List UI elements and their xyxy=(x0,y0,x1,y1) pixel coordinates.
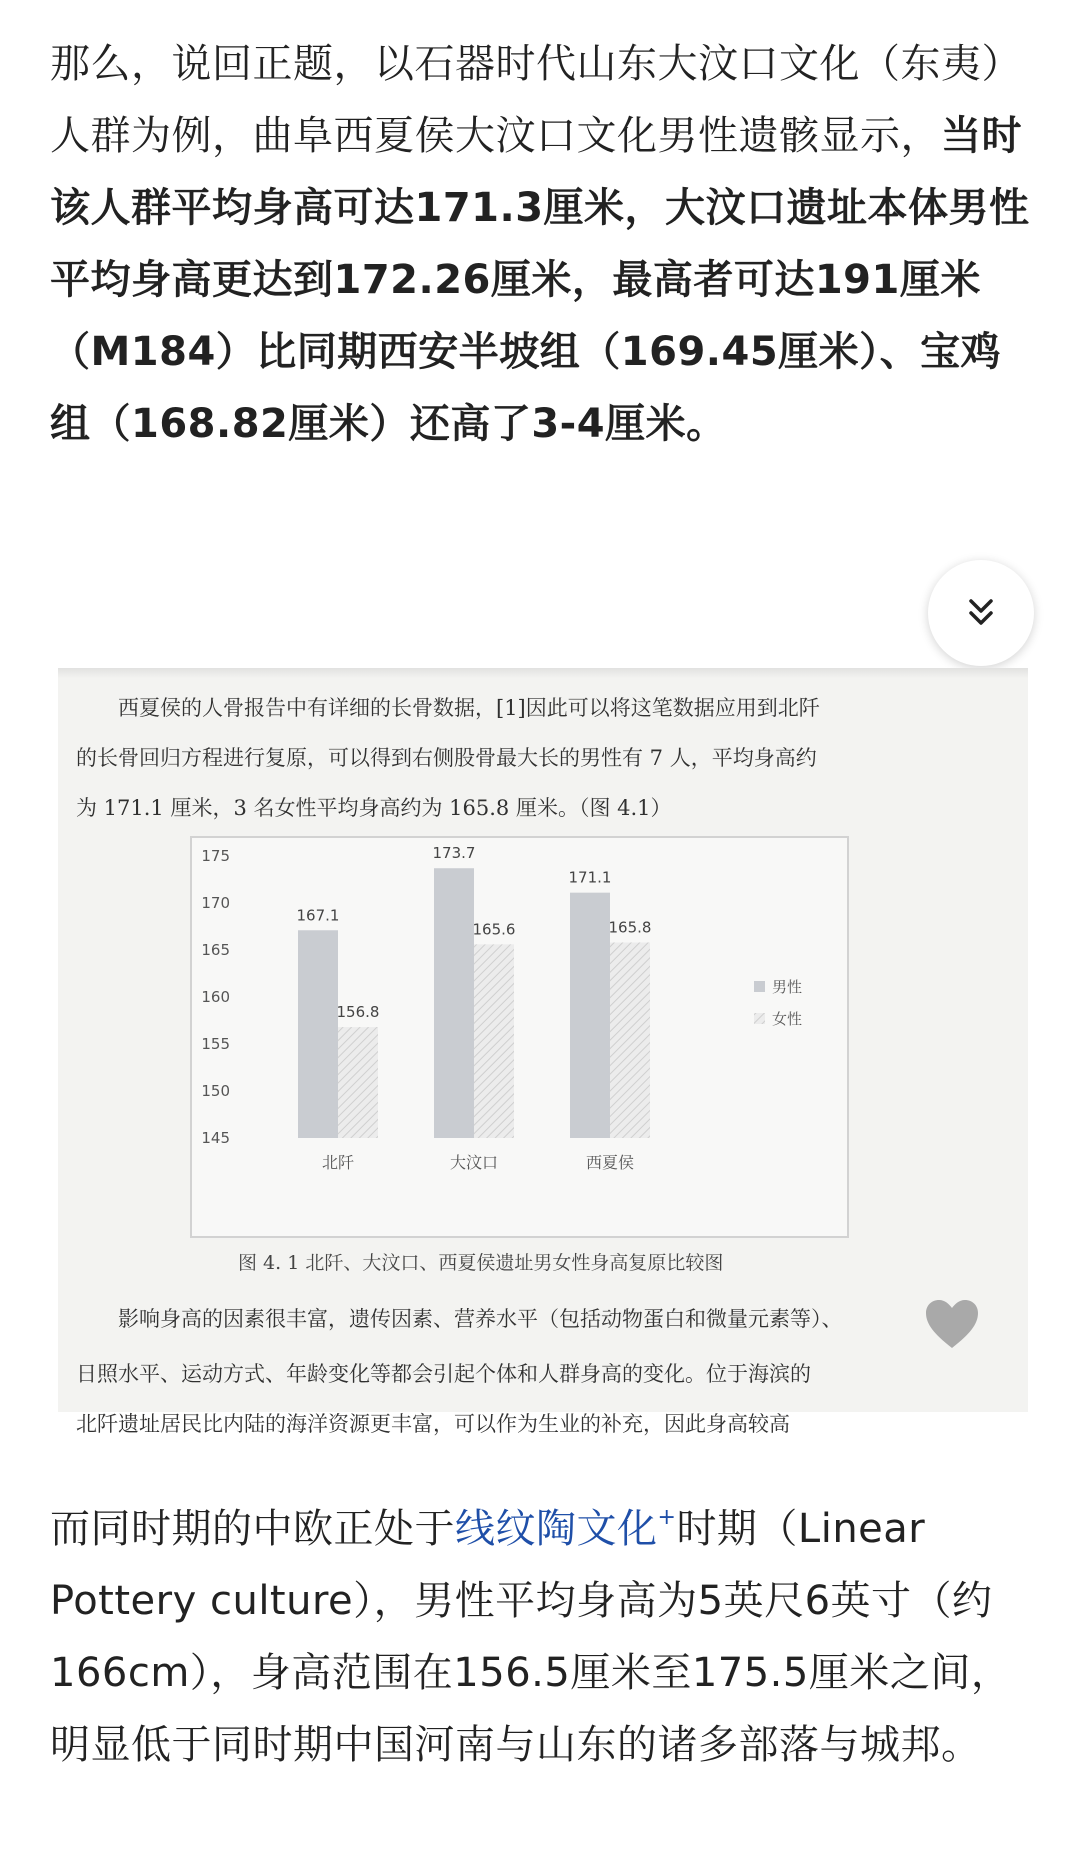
x-category-label: 北阡 xyxy=(321,1153,355,1172)
heart-icon xyxy=(924,1298,980,1350)
scanned-document-image[interactable] xyxy=(58,668,1028,1436)
scan-top-edge xyxy=(58,668,1028,678)
x-category-label: 西夏侯 xyxy=(585,1153,635,1172)
figure-caption: 图 4. 1 北阡、大汶口、西夏侯遗址男女性身高复原比较图 xyxy=(238,1252,724,1274)
link-mark: + xyxy=(657,1505,677,1530)
post-paragraph-2 xyxy=(50,1482,1040,1781)
data-label: 165.6 xyxy=(472,920,516,939)
scan-text-line: 为 171.1 厘米，3 名女性平均身高约为 165.8 厘米。（图 4.1） xyxy=(76,796,672,820)
data-label: 173.7 xyxy=(432,844,476,863)
data-label: 171.1 xyxy=(568,868,612,887)
paragraph-text: 时期（Linear Pottery culture），男性平均身高为5英尺6英寸（约166cm），身高范围在156.5厘米至175.5厘米之间，明显低于同时期中国河南与山东的诸多部落与城邦。 xyxy=(50,1506,1012,1768)
y-tick-label: 175 xyxy=(201,847,230,865)
like-button[interactable] xyxy=(924,1298,980,1350)
legend-label: 男性 xyxy=(772,978,803,996)
data-label: 165.8 xyxy=(608,918,652,937)
link-text: 线纹陶文化 xyxy=(455,1506,658,1552)
paragraph-text: 那么，说回正题，以石器时代山东大汶口文化（东夷）人群为例，曲阜西夏侯大汶口文化男性遗骸显示， xyxy=(50,41,1022,159)
paragraph-text: 而同时期的中欧正处于 xyxy=(50,1506,455,1552)
bar-female xyxy=(338,1027,378,1138)
culture-link[interactable] xyxy=(455,1506,676,1552)
scan-text-line: 影响身高的因素很丰富，遗传因素、营养水平（包括动物蛋白和微量元素等）、 xyxy=(118,1307,843,1331)
bar-male xyxy=(298,930,338,1138)
data-label: 156.8 xyxy=(336,1003,380,1022)
post-paragraph-1 xyxy=(50,28,1040,460)
data-label: 167.1 xyxy=(296,906,340,925)
legend-label: 女性 xyxy=(772,1010,803,1028)
paragraph-bold-text: 当时该人群平均身高可达171.3厘米，大汶口遗址本体男性平均身高更达到172.26厘米，最高者可达191厘米（M184）比同期西安半坡组（169.45厘米）、宝鸡组（168.82厘米）还高了3-4厘米。 xyxy=(50,113,1030,447)
x-category-label: 大汶口 xyxy=(449,1153,499,1172)
chart-svg xyxy=(192,838,847,1236)
bar-female xyxy=(610,942,650,1138)
legend-swatch xyxy=(754,981,765,992)
y-tick-label: 145 xyxy=(201,1129,230,1147)
scan-text-line: 西夏侯的人骨报告中有详细的长骨数据，[1]因此可以将这笔数据应用到北阡 xyxy=(118,696,820,720)
collapse-button[interactable] xyxy=(928,560,1034,666)
y-tick-label: 170 xyxy=(201,894,230,912)
y-tick-label: 150 xyxy=(201,1082,230,1100)
bar-male xyxy=(434,868,474,1138)
y-tick-label: 165 xyxy=(201,941,230,959)
bar-male xyxy=(570,893,610,1138)
y-tick-label: 155 xyxy=(201,1035,230,1053)
double-chevron-down-icon xyxy=(961,593,1001,633)
scan-text-line: 的长骨回归方程进行复原，可以得到右侧股骨最大长的男性有 7 人，平均身高约 xyxy=(76,746,817,770)
bar-female xyxy=(474,944,514,1138)
legend-swatch xyxy=(754,1013,765,1024)
height-comparison-chart xyxy=(190,836,849,1238)
scan-text-line-cut: 北阡遗址居民比内陆的海洋资源更丰富，可以作为生业的补充，因此身高较高 xyxy=(76,1412,790,1436)
y-tick-label: 160 xyxy=(201,988,230,1006)
scan-text-line: 日照水平、运动方式、年龄变化等都会引起个体和人群身高的变化。位于海滨的 xyxy=(76,1362,811,1386)
